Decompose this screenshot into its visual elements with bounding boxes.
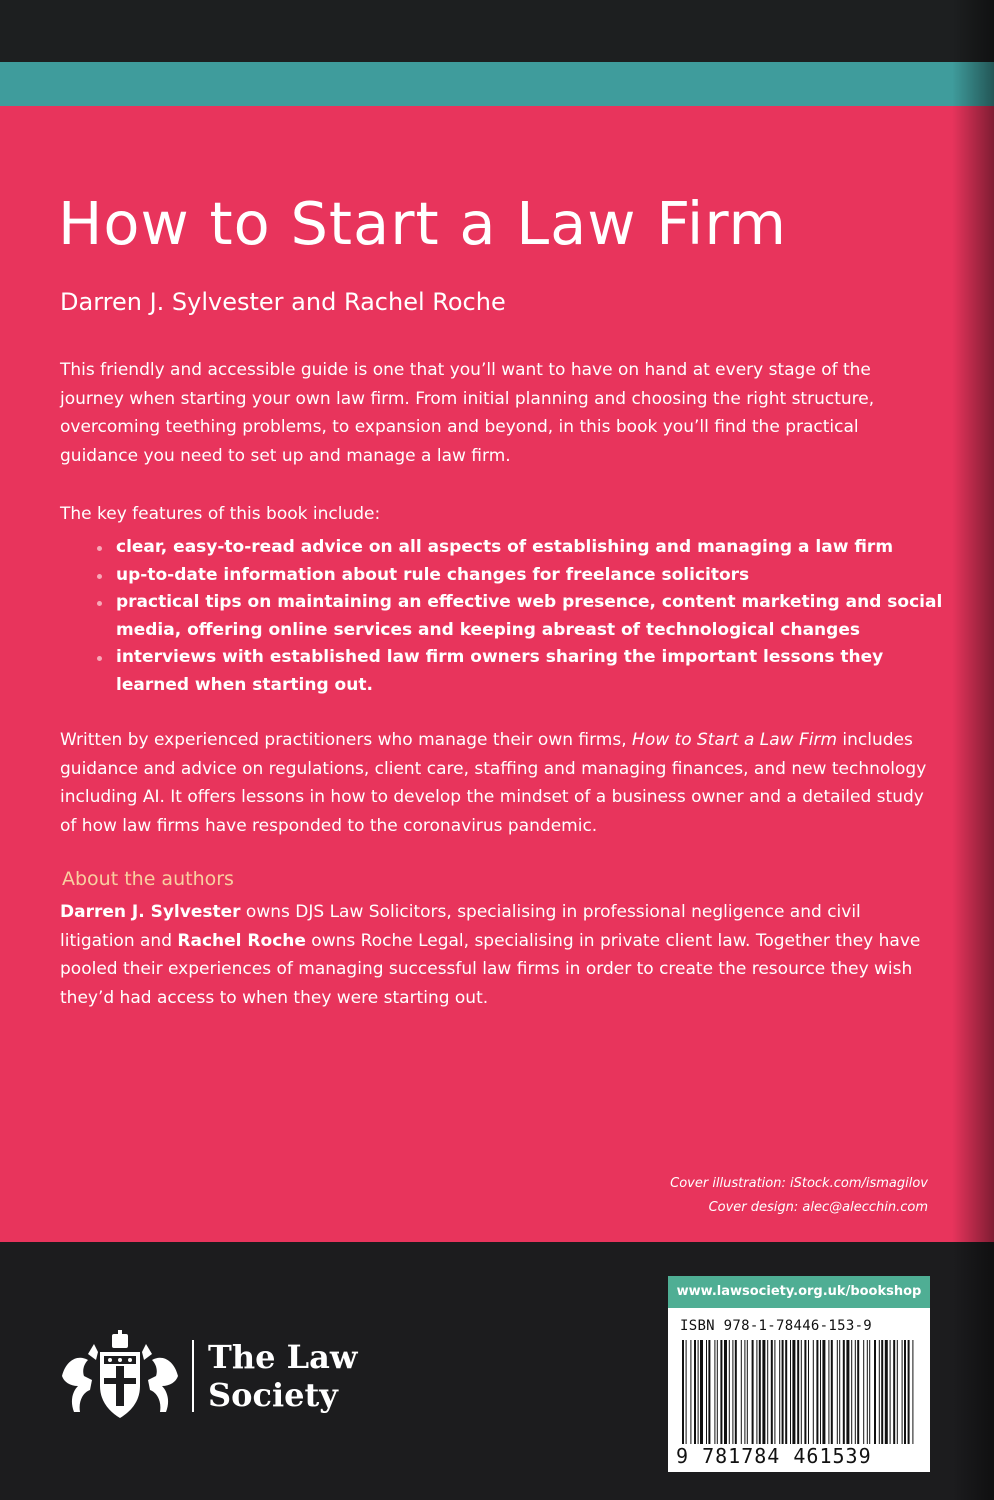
written-by-paragraph [60, 726, 940, 840]
publisher-name [208, 1338, 357, 1414]
about-authors-heading: About the authors [62, 868, 234, 890]
top-dark-strip [0, 0, 994, 62]
illustration-credit: Cover illustration: iStock.com/ismagilov [670, 1176, 928, 1191]
feature-item: practical tips on maintaining an effective web presence, content marketing and social media, offering online services and keeping abreast of technological changes [94, 589, 944, 644]
barcode-digits: 9 781784 461539 [676, 1444, 872, 1468]
law-society-crest-icon [58, 1330, 182, 1422]
author-2-name: Rachel Roche [177, 930, 306, 951]
intro-paragraph: This friendly and accessible guide is one that you’ll want to have on hand at every stage of the journey when starting your own law firm. From initial planning and choosing the right structure, overcoming teething problems, to expansion and beyond, in this book you’ll find the practical guidance you need to set up and manage a law firm. [60, 360, 875, 466]
written-by-text: Written by experienced practitioners who manage their own firms, [60, 730, 633, 750]
publisher-name-line-1: The Law [208, 1338, 358, 1376]
teal-band [0, 62, 994, 106]
publisher-name-line-2: Society [208, 1376, 338, 1414]
feature-list [94, 534, 944, 699]
design-credit: Cover design: alec@alecchin.com [708, 1200, 928, 1215]
feature-item: interviews with established law firm owners sharing the important lessons they learned when starting out. [94, 644, 944, 699]
book-title-italic: How to Start a Law Firm [632, 730, 838, 750]
logo-divider [192, 1340, 194, 1412]
feature-item: clear, easy-to-read advice on all aspects of establishing and managing a law firm [94, 534, 944, 562]
publisher-logo [58, 1330, 378, 1422]
barcode-icon [680, 1340, 918, 1444]
isbn-text: ISBN 978-1-78446-153-9 [680, 1318, 873, 1334]
content-panel [0, 106, 994, 1242]
barcode-panel [668, 1276, 930, 1472]
author-1-name: Darren J. Sylvester [60, 902, 241, 922]
author-2-bio: owns Roche Legal, specialising in private client law. Together they have pooled their experiences of managing successful law firms in order to create the resource they wish they’d had access to when they were starting out. [60, 930, 921, 1008]
bookshop-url: www.lawsociety.org.uk/bookshop [668, 1276, 930, 1308]
cover-credits [670, 1172, 928, 1220]
feature-item: up-to-date information about rule changes for freelance solicitors [94, 562, 944, 590]
features-intro: The key features of this book include: [60, 504, 381, 524]
book-title: How to Start a Law Firm [58, 189, 788, 258]
about-authors-paragraph [60, 898, 940, 1012]
written-by-text-rest: includes guidance and advice on regulations, client care, staffing and managing finances, and new technology including AI. It offers lessons in how to develop the mindset of a business owner and a detailed study of how law firms have responded to the coronavirus pandemic. [60, 730, 927, 836]
author-1-bio: owns DJS Law Solicitors, specialising in professional negligence and civil litigation and [60, 902, 861, 951]
author-names: Darren J. Sylvester and Rachel Roche [60, 288, 506, 316]
